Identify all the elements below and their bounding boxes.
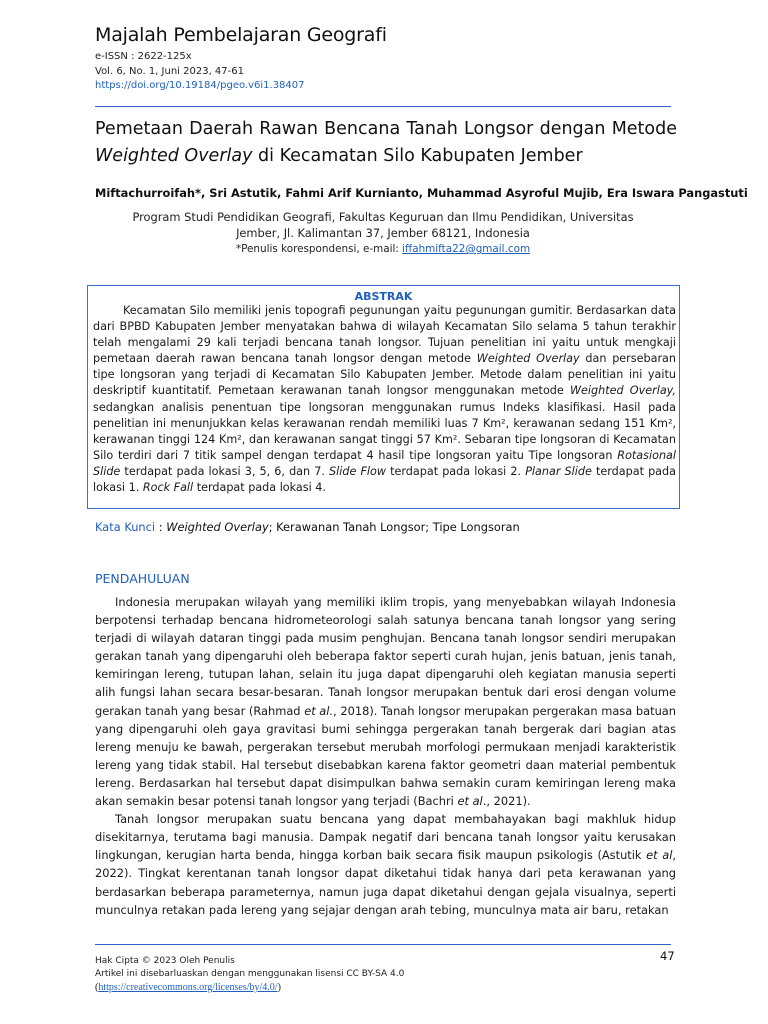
abstract-term: Weighted Overlay, xyxy=(569,384,676,398)
license-link[interactable]: https://creativecommons.org/licenses/by/4.0/ xyxy=(98,982,278,993)
citation-italic: et al xyxy=(457,794,483,809)
paragraph xyxy=(95,593,676,810)
abstract-term: Rotasional Slide xyxy=(93,448,676,478)
paragraph-segment: , 2022). Tingkat kerentanan tanah longsor dapat diketahui tidak hanya dari peta kerawanan yang berdasarkan beberapa parameternya, namun juga dapat diketahui dengan gejala visualnya, seperti munculnya retakan pada lereng yang sejajar dengan arah tebing, munculnya mata air baru, retakan xyxy=(95,848,676,917)
paragraph-segment: , 2018). Tanah longsor merupakan pergerakan masa batuan yang dipengaruhi oleh gaya gravitasi bumi sehingga pergerakan tanah bergerak dari bagian atas lereng menuju ke bawah, pergerakan tersebut merubah morfologi permukaan menjadi karakteristik lereng yang tidak stabil. Hal tersebut disebabkan karena faktor geometri daan material pembentuk lereng. Berdasarkan hal tersebut dapat disimpulkan bahwa semakin curam kemiringan lereng maka akan semakin besar potensi tanah longsor yang terjadi (Bachri xyxy=(95,703,676,809)
correspondence xyxy=(95,243,671,255)
abstract-segment: dan persebaran tipe longsoran yang terjadi di Kecamatan Silo Kabupaten Jember. Metode dalam penelitian ini yaitu deskriptif kuantitatif. Pemetaan kerawanan tanah longsor menggunakan metode xyxy=(93,352,676,398)
abstract-segment: terdapat pada lokasi 2. xyxy=(386,464,526,478)
body-text xyxy=(95,593,676,919)
footer-paren: ( xyxy=(95,982,99,993)
abstract-term: Weighted Overlay xyxy=(476,352,580,366)
doi-link[interactable]: https://doi.org/10.19184/pgeo.v6i1.38407 xyxy=(95,80,305,91)
keywords-rest: ; Kerawanan Tanah Longsor; Tipe Longsoran xyxy=(268,520,520,534)
abstract-segment: sedangkan analisis penentuan tipe longsoran menggunakan rumus Indeks klasifikasi. Hasil pada penelitian ini menunjukkan kelas kerawanan rendah memiliki luas 7 Km², kerawanan sedang 151 Km², kerawanan tinggi 124 Km², dan kerawanan sangat tinggi 57 Km². Sebaran tipe longsoran di Kecamatan Silo terdiri dari 7 titik sampel dengan terdapat 4 hasil tipe longsoran yaitu Tipe longsoran xyxy=(93,400,676,462)
abstract-term: Rock Fall xyxy=(142,481,194,495)
journal-volume: Vol. 6, No. 1, Juni 2023, 47-61 xyxy=(95,66,244,77)
abstract-segment: Kecamatan Silo memiliki jenis topografi pegunungan yaitu pegunungan gumitir. Berdasarkan data dari BPBD Kabupaten Jember menyatakan bahwa di wilayah Kecamatan Silo selama 5 tahun terakhir telah mengalami 29 kali terjadi bencana tanah longsor. Tujuan penelitian ini yaitu untuk mengkaji pemetaan daerah rawan bencana tanah longsor dengan metode xyxy=(93,304,676,366)
abstract-segment: terdapat pada lokasi 1. xyxy=(93,464,676,495)
article-title-italic: Weighted Overlay xyxy=(95,146,253,166)
abstract-term: Planar Slide xyxy=(525,464,592,478)
author-list: Miftachurroifah*, Sri Astutik, Fahmi Arif Kurnianto, Muhammad Asyroful Mujib, Era Iswara Pangastuti xyxy=(95,186,748,200)
header-divider xyxy=(95,106,671,107)
footer-license: Artikel ini disebarluaskan dengan menggunakan lisensi CC BY-SA 4.0 xyxy=(95,969,405,979)
article-title-rest: di Kecamatan Silo Kabupaten Jember xyxy=(252,146,583,166)
abstract-box xyxy=(87,285,680,509)
article-title-line1: Pemetaan Daerah Rawan Bencana Tanah Longsor dengan Metode xyxy=(95,119,677,139)
footer-paren: ) xyxy=(277,982,281,993)
keyword-italic: Weighted Overlay xyxy=(166,520,269,534)
journal-issn: e-ISSN : 2622-125x xyxy=(95,51,192,62)
keywords xyxy=(95,520,520,534)
footer-copyright: Hak Cipta © 2023 Oleh Penulis xyxy=(95,956,235,966)
paragraph-segment: Indonesia merupakan wilayah yang memiliki iklim tropis, yang menyebabkan wilayah Indonesia berpotensi terhadap bencana hidrometeorologi salah satunya bencana tanah longsor yang sering terjadi di wilayah dataran tinggi pada musim penghujan. Bencana tanah longsor sendiri merupakan gerakan tanah yang dipengaruhi oleh beberapa faktor seperti curah hujan, jenis batuan, jenis tanah, kemiringan lereng, tutupan lahan, selain itu juga dapat dipengaruhi oleh kegiatan manusia seperti alih fungsi lahan secara besar-besaran. Tanah longsor merupakan bentuk dari erosi dengan volume gerakan tanah yang besar (Rahmad xyxy=(95,595,676,718)
keywords-label: Kata Kunci xyxy=(95,520,156,534)
footer-divider xyxy=(95,944,671,945)
abstract-heading: ABSTRAK xyxy=(354,290,413,303)
correspondence-label: *Penulis korespondensi, e-mail: xyxy=(235,243,403,255)
citation-italic: et al xyxy=(646,848,673,863)
paragraph xyxy=(95,810,676,919)
abstract-text xyxy=(93,303,676,496)
article-title xyxy=(95,116,677,170)
paragraph-segment: Tanah longsor merupakan suatu bencana yang dapat membahayakan bagi makhluk hidup disekitarnya, terutama bagi manusia. Dampak negatif dari bencana tanah longsor yaitu kerusakan lingkungan, kerugian harta benda, hingga korban baik secara fisik maupun psikologis (Astutik xyxy=(95,812,676,863)
affiliation-line2: Jember, Jl. Kalimantan 37, Jember 68121, Indonesia xyxy=(236,226,530,240)
abstract-term: Slide Flow xyxy=(329,464,386,478)
paragraph-segment: ., 2021). xyxy=(482,794,531,809)
citation-italic: et al. xyxy=(304,703,334,718)
correspondence-email-link[interactable]: iffahmifta22@gmail.com xyxy=(402,243,531,255)
journal-name: Majalah Pembelajaran Geografi xyxy=(95,24,387,46)
abstract-segment: terdapat pada lokasi 4. xyxy=(193,481,326,495)
keywords-separator: : xyxy=(155,520,167,534)
footer-license-url xyxy=(95,982,281,993)
abstract-segment: terdapat pada lokasi 3, 5, 6, dan 7. xyxy=(120,464,330,478)
affiliation-line1: Program Studi Pendidikan Geografi, Fakultas Keguruan dan Ilmu Pendidikan, Universitas xyxy=(132,210,634,224)
section-heading: PENDAHULUAN xyxy=(95,571,190,586)
page-number: 47 xyxy=(660,949,675,963)
